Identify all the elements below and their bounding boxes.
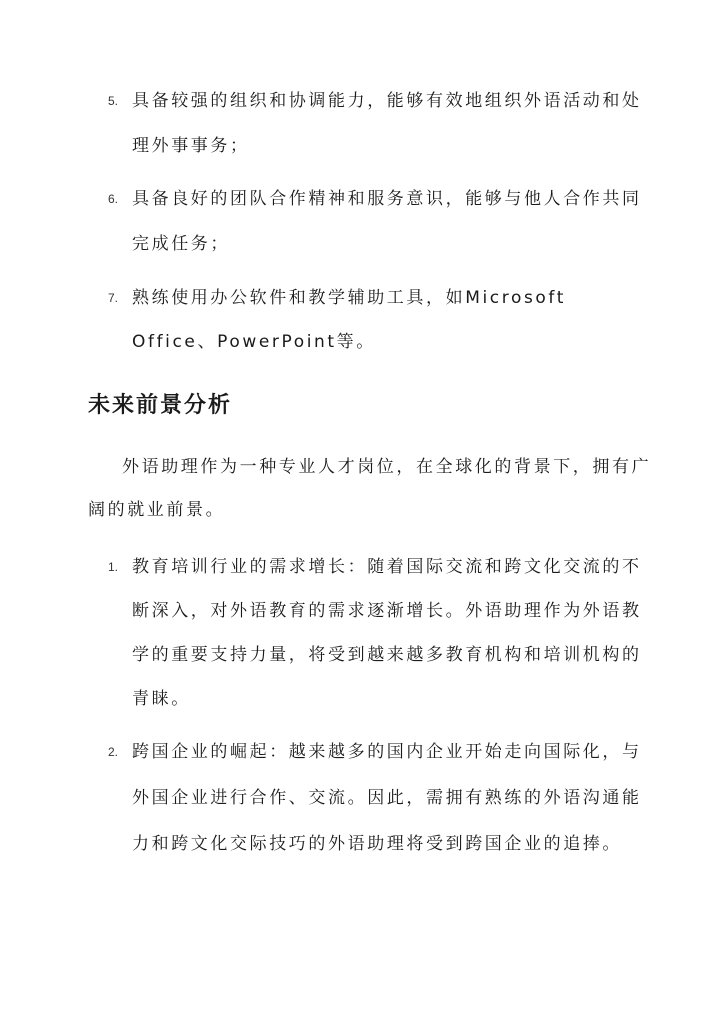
list-item-text-line: 熟练使用办公软件和教学辅助工具，如Microsoft <box>132 288 566 308</box>
list-item-text-line: 具备良好的团队合作精神和服务意识，能够与他人合作共同 <box>132 189 642 209</box>
paragraph-line: 外语助理作为一种专业人才岗位，在全球化的背景下，拥有广 <box>122 457 652 477</box>
list-item-text-line: 青睐。 <box>132 689 191 709</box>
section-heading: 未来前景分析 <box>88 393 233 418</box>
list-number: 1. <box>108 560 119 574</box>
list-item-text-line: 外国企业进行合作、交流。因此，需拥有熟练的外语沟通能 <box>132 788 642 808</box>
list-item-text-line: 断深入，对外语教育的需求逐渐增长。外语助理作为外语教 <box>132 601 642 621</box>
list-item-text-line: 具备较强的组织和协调能力，能够有效地组织外语活动和处 <box>132 91 642 111</box>
list-item-text-line: 理外事事务； <box>132 136 250 156</box>
list-item-text-line: 力和跨文化交际技巧的外语助理将受到跨国企业的追捧。 <box>132 834 622 854</box>
list-item-text-line: 完成任务； <box>132 234 230 254</box>
paragraph-line: 阔的就业前景。 <box>88 500 226 520</box>
list-item-text-line: 学的重要支持力量，将受到越来越多教育机构和培训机构的 <box>132 645 642 665</box>
list-item-text-line: 教育培训行业的需求增长：随着国际交流和跨文化交流的不 <box>132 557 642 577</box>
list-number: 6. <box>108 192 119 206</box>
list-item-text-line: 跨国企业的崛起：越来越多的国内企业开始走向国际化，与 <box>132 742 642 762</box>
list-number: 2. <box>108 745 119 759</box>
list-number: 7. <box>108 291 119 305</box>
list-item-text-line: Office、PowerPoint等。 <box>132 332 376 352</box>
list-number: 5. <box>108 94 119 108</box>
